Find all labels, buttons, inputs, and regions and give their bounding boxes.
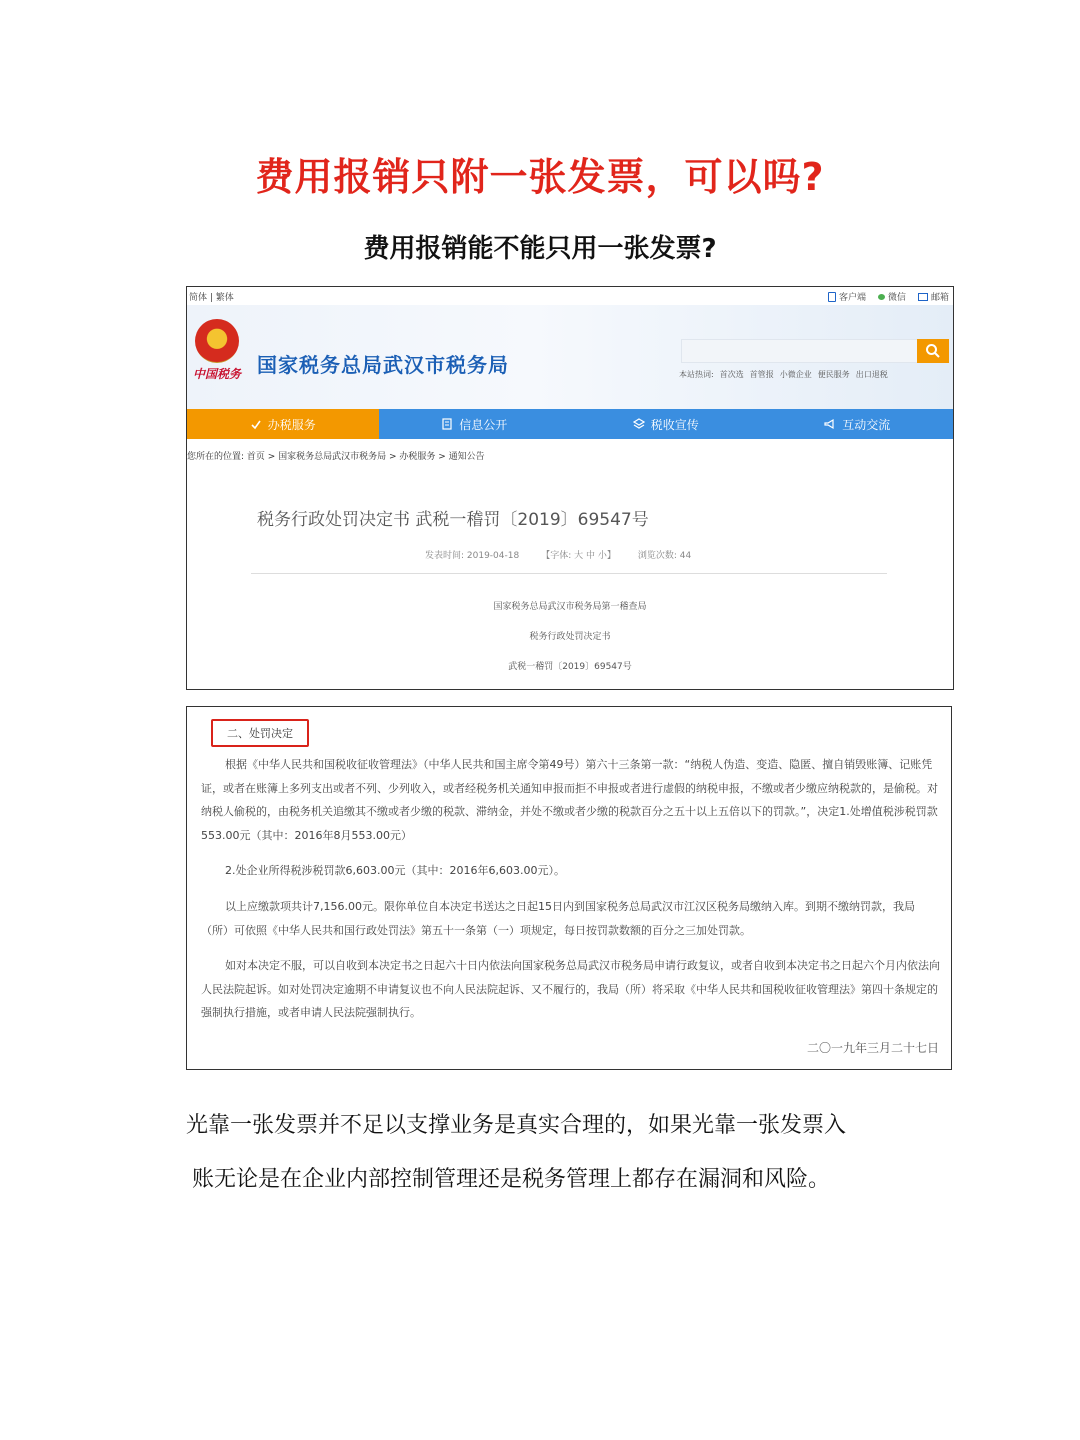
page-subtitle: 费用报销能不能只用一张发票? [363,234,717,264]
section-label: 二、处罚决定 [211,719,309,747]
nav-tax-publicity[interactable] [570,409,762,439]
nav-tax-service[interactable] [187,409,379,439]
document-icon [441,418,453,430]
search-input[interactable] [681,339,919,363]
search-icon [925,343,941,359]
tax-emblem-logo [195,319,239,363]
divider [251,573,887,574]
page-title: 费用报销只附一张发票，可以吗? [255,155,825,199]
decision-paragraph: 如对本决定不服，可以自收到本决定书之日起六十日内依法向国家税务总局武汉市税务局申请行政复议，或者自收到本决定书之日起六个月内依法向人民法院起诉。如对处罚决定逾期不申请复议也不向人民法院起诉、又不履行的，我局（所）将采取《中华人民共和国税收征收管理法》第四十条规定的强制执行措施，或者申请人民法院强制执行。 [201,959,940,1019]
hand-icon [250,418,262,430]
mail-link[interactable]: 邮箱 [918,290,949,303]
nav-interaction[interactable] [762,409,954,439]
hot-words-label: 本站热词: [679,370,714,379]
penalty-decision-screenshot [186,706,952,1070]
breadcrumb[interactable]: 您所在的位置: 首页 > 国家税务总局武汉市税务局 > 办税服务 > 通知公告 [187,452,485,462]
view-count: 浏览次数: 44 [637,551,692,561]
nav-label: 税收宣传 [650,417,699,432]
wechat-link[interactable]: 微信 [878,290,906,303]
document-meta [425,548,691,561]
font-size-switch[interactable]: 【字体: 大 中 小】 [541,551,616,561]
mobile-icon [828,292,836,302]
emblem-caption: 中国税务 [193,367,242,381]
hot-word-link[interactable]: 便民服务 [817,370,850,379]
bureau-name[interactable]: 国家税务总局武汉市税务局 [257,353,509,377]
nav-label: 信息公开 [459,417,508,432]
megaphone-icon [824,418,836,430]
layers-icon [633,418,645,430]
nav-info-disclosure[interactable] [379,409,571,439]
hot-word-link[interactable]: 小微企业 [779,370,812,379]
main-nav [187,409,953,439]
body-paragraph-line: 账无论是在企业内部控制管理还是税务管理上都存在漏洞和风险。 [192,1167,831,1192]
client-link[interactable]: 客户端 [828,290,866,303]
nav-label: 互动交流 [842,417,891,432]
body-paragraph-line: 光靠一张发票并不足以支撑业务是真实合理的，如果光靠一张发票入 [186,1113,847,1138]
nav-label: 办税服务 [267,417,316,432]
decision-paragraph: 根据《中华人民共和国税收征收管理法》（中华人民共和国主席令第49号）第六十三条第一款：“纳税人伪造、变造、隐匿、擅自销毁账簿、记账凭证，或者在账簿上多列支出或者不列、少列收入，或者经税务机关通知申报而拒不申报或者进行虚假的纳税申报，不缴或者少缴应纳税款的，是偷税。对纳税人偷税的，由税务机关追缴其不缴或者少缴的税款、滞纳金，并处不缴或者少缴的税款百分之五十以上五倍以下的罚款。”，决定1.处增值税涉税罚款553.00元（其中：2016年8月553.00元） [201,758,938,842]
decision-paragraph: 2.处企业所得税涉税罚款6,603.00元（其中：2016年6,603.00元）。 [225,864,565,877]
document-number: 武税一稽罚〔2019〕69547号 [508,662,632,672]
search-button[interactable] [917,339,949,363]
issuing-office: 国家税务总局武汉市税务局第一稽查局 [493,602,647,612]
hot-words [679,369,888,380]
site-header [187,305,953,409]
hot-word-link[interactable]: 出口退税 [855,370,888,379]
hot-word-link[interactable]: 首管报 [749,370,774,379]
hot-word-link[interactable]: 首次选 [719,370,744,379]
decision-paragraph: 以上应缴款项共计7,156.00元。限你单位自本决定书送达之日起15日内到国家税务总局武汉市江汉区税务局缴纳入库。到期不缴纳罚款，我局（所）可依照《中华人民共和国行政处罚法》第五十一条第（一）项规定，每日按罚款数额的百分之三加处罚款。 [201,900,915,937]
document-type: 税务行政处罚决定书 [529,632,611,642]
language-switch[interactable]: 简体 | 繁体 [189,293,234,303]
wechat-icon [878,294,885,300]
website-screenshot [186,286,954,690]
top-utility-bar [187,287,953,305]
decision-date: 二〇一九年三月二十七日 [806,1041,939,1055]
publish-date: 发表时间: 2019-04-18 [425,551,520,561]
document-title: 税务行政处罚决定书 武税一稽罚〔2019〕69547号 [257,510,649,530]
mail-icon [918,293,928,301]
